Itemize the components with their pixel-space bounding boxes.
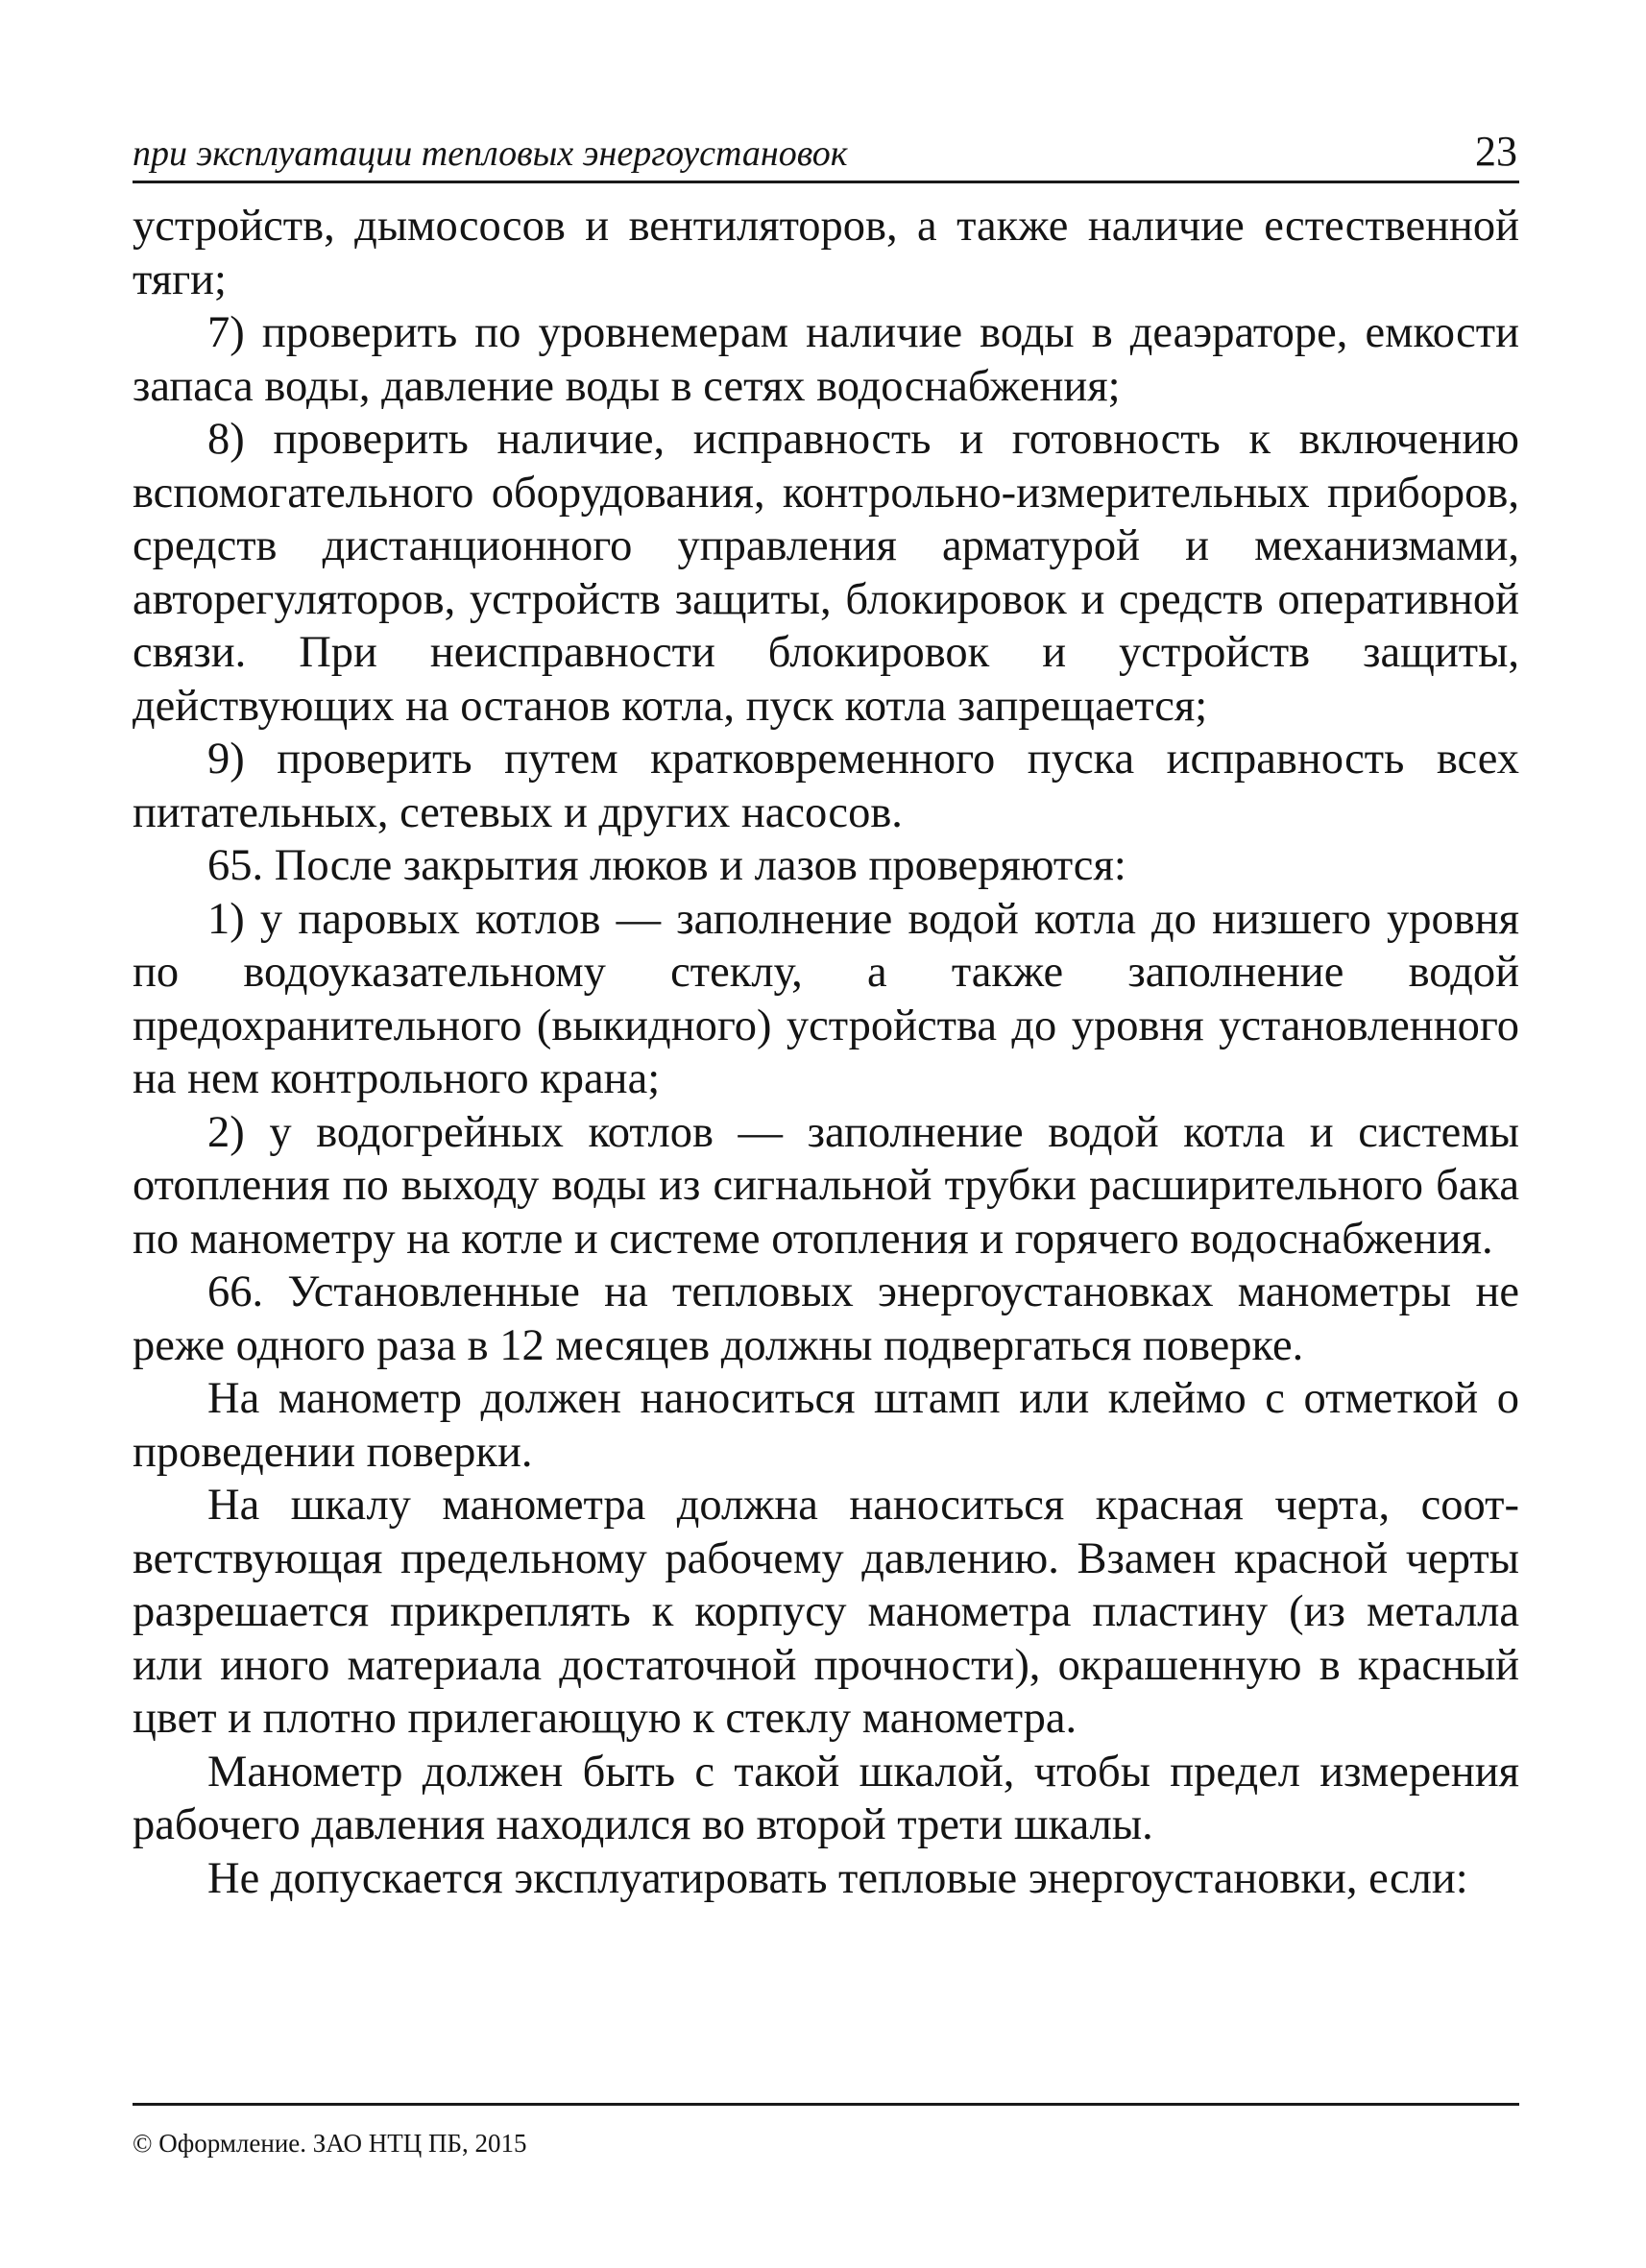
paragraph: Манометр должен быть с такой шкалой, чтобы предел измерения рабочего давления находился во второй трети шкалы. [133, 1747, 1519, 1849]
paragraph: устройств, дымососов и вентиляторов, а также наличие естественной тяги; [133, 202, 1519, 304]
running-head [133, 125, 1519, 183]
paragraph: 9) проверить путем кратковременного пуска исправность всех питательных, сетевых и других насосов. [133, 735, 1519, 837]
body-text [133, 200, 1519, 1905]
paragraph: 8) проверить наличие, исправность и готовность к включению вспомогательного оборудования, контрольно-измерительных приборов, средств дистанционного управления арматурой и механизмами, авторегуляторов, устройств защиты, блокировок и средств оперативной связи. При неисправности блокировок и устройств защиты, действующих на останов котла, пуск котла запрещается; [133, 415, 1519, 731]
paragraph: 2) у водогрейных котлов — заполнение водой котла и системы отопления по выходу воды из сигнальной трубки расширительного бака по манометру на котле и системе отопления и горячего водоснабжения. [133, 1107, 1519, 1264]
page-number: 23 [1475, 128, 1517, 175]
paragraph: 7) проверить по уровнемерам наличие воды в деаэраторе, емкости запаса воды, давление воды в сетях водоснабжения; [133, 308, 1519, 411]
paragraph: 65. После закрытия люков и лазов проверяются: [207, 841, 1126, 890]
paragraph: 1) у паровых котлов — заполнение водой котла до низшего уровня по водоуказательному стеклу, а также заполнение водой предохранительного (выкидного) устройства до уровня установленного на нем контрольного крана; [133, 894, 1519, 1103]
paragraph: Не допускается эксплуатировать тепловые энергоустановки, если: [207, 1853, 1468, 1903]
paragraph: На манометр должен наноситься штамп или клеймо с отметкой о проведении поверки. [133, 1374, 1519, 1477]
footer-copyright: © Оформление. ЗАО НТЦ ПБ, 2015 [133, 2129, 527, 2158]
paragraph: На шкалу манометра должна наноситься красная черта, соответствующая предельному рабочему давлению. Взамен красной черты разрешается прикреплять к корпусу манометра пластину (из металла или иного материала достаточной прочности), окрашенную в красный цвет и плотно прилегающую к стеклу манометра. [133, 1481, 1519, 1743]
paragraph: 66. Установленные на тепловых энергоустановках манометры не реже одного раза в 12 месяцев должны подвергаться поверке. [133, 1267, 1519, 1370]
running-head-title: при эксплуатации тепловых энергоустановок [133, 133, 848, 174]
footer-rule [133, 2103, 1519, 2106]
